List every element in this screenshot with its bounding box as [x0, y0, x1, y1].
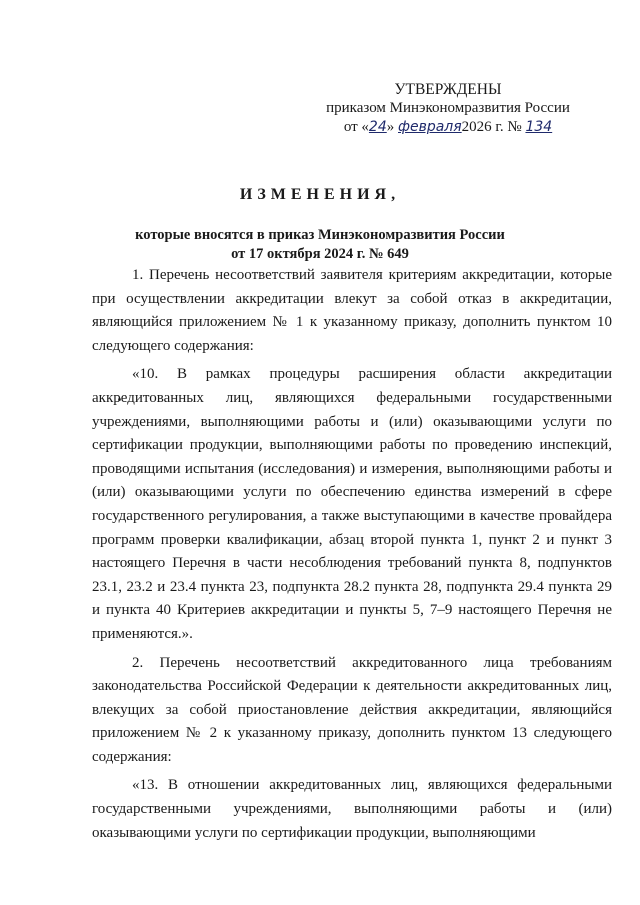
date-year: 2026 г. № — [461, 119, 522, 135]
handwritten-number: 134 — [525, 119, 553, 135]
paragraph-item-10: «10. В рамках процедуры расширения области аккредитации аккредитованных лиц, являющихся федеральными государственными учреждениями, выполняющими работы и (или) оказывающими услуги по сертификации продукции, выполняющими работы по проведению инспекций, проводящими испытания (исследования) и измерения, выполняющими работы и (или) оказывающими услуги по обеспечению единства измерений в сфере государственного регулирования, а также выступающими в качестве провайдера программ проверки квалификации, абзац второй пункта 1, пункт 2 и пункт 3 настоящего Перечня в части несоблюдения требований пункта 8, подпунктов 23.1, 23.2 и 23.4 пункта 23, подпункта 28.2 пункта 28, подпункта 29.4 пункта 29 и пункта 40 Критериев аккредитации и пункты 5, 7–9 настоящего Перечня не применяются.». — [92, 366, 612, 642]
document-subtitle — [0, 226, 640, 264]
approval-block — [318, 80, 578, 137]
date-prefix: от « — [343, 119, 369, 135]
subtitle-line-1: которые вносятся в приказ Минэкономразвития России — [135, 227, 505, 243]
date-mid: » — [386, 119, 395, 135]
paragraph-2: 2. Перечень несоответствий аккредитованного лица требованиям законодательства Российской Федерации к деятельности аккредитованных лиц, влекущих за собой приостановление действия аккредитации, являющийся приложением № 2 к указанному приказу, дополнить пунктом 13 следующего содержания: — [92, 654, 612, 765]
approval-title: УТВЕРЖДЕНЫ — [394, 81, 502, 98]
paragraph-item-13: «13. В отношении аккредитованных лиц, являющихся федеральными государственными учреждениями, выполняющими работы и (или) оказывающими услуги по сертификации продукции, выполняющими — [92, 777, 612, 841]
paragraph-1: 1. Перечень несоответствий заявителя критериям аккредитации, которые при осуществлении аккредитации влекут за собой отказ в аккредитации, являющийся приложением № 1 к указанному приказу, дополнить пунктом 10 следующего содержания: — [92, 267, 612, 354]
approval-order-line: приказом Минэкономразвития России — [326, 100, 570, 116]
subtitle-line-2: от 17 октября 2024 г. № 649 — [231, 246, 409, 262]
document-body — [92, 264, 612, 845]
approval-date-line — [318, 118, 578, 137]
document-title: ИЗМЕНЕНИЯ, — [239, 186, 401, 203]
handwritten-month: февраля — [398, 119, 462, 135]
handwritten-day: 24 — [368, 119, 387, 135]
